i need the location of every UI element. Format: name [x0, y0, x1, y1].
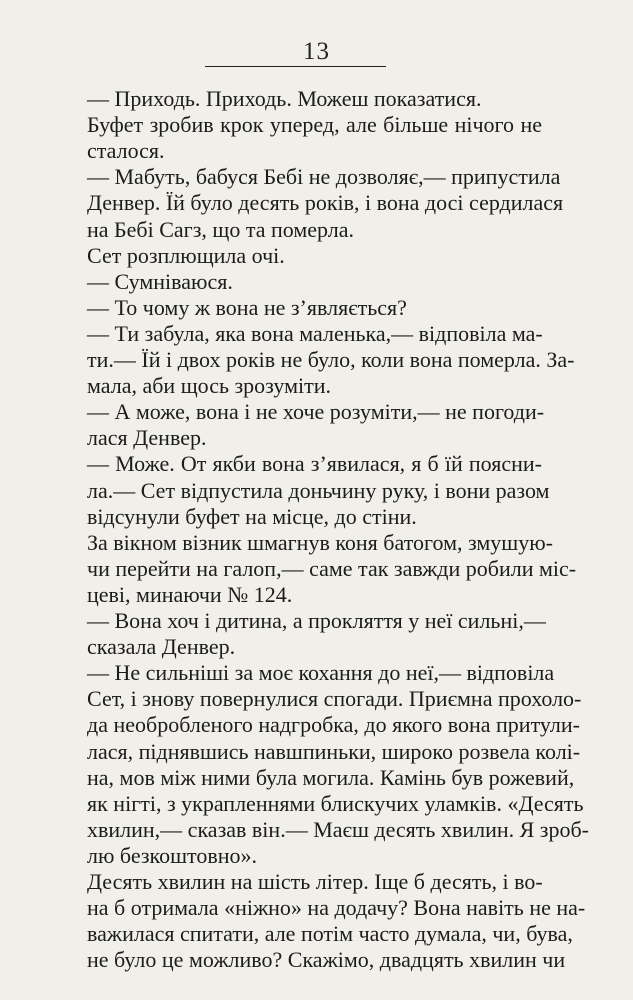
text-line: хвилин,— сказав він.— Маєш десять хвилин. Я зроб- — [87, 816, 590, 842]
text-line: на Бебі Сагз, що та померла. — [87, 216, 354, 242]
text-line: на б отримала «ніжно» на додачу? Вона навіть не на- — [87, 895, 586, 921]
text-line: Денвер. Їй було десять років, і вона досі сердилася — [87, 190, 564, 216]
text-line: чи перейти на галоп,— саме так завжди робили міс- — [87, 555, 577, 581]
page-text — [0, 86, 633, 1000]
text-line: — А може, вона і не хоче розуміти,— не погоди- — [87, 399, 545, 425]
text-line: не було це можливо? Скажімо, двадцять хвилин чи — [87, 947, 566, 973]
text-line: За вікном візник шмагнув коня батогом, змушую- — [87, 529, 553, 555]
text-line: — Мабуть, бабуся Бебі не дозволяє,— припустила — [87, 164, 561, 190]
text-line: лю безкоштовно». — [87, 842, 258, 868]
text-line: — Ти забула, яка вона маленька,— відповіла ма- — [87, 320, 543, 346]
text-line: Десять хвилин на шість літер. Іще б десять, і во- — [87, 869, 543, 894]
text-line: лася, піднявшись навшпиньки, широко розвела колі- — [87, 738, 581, 764]
text-line: ла.— Сет відпустила доньчину руку, і вони разом — [87, 477, 550, 503]
text-line: — Приходь. Приходь. Можеш показатися. — [87, 86, 482, 111]
text-line: важилася спитати, але потім часто думала, чи, бува, — [87, 921, 573, 947]
text-line: сказала Денвер. — [87, 634, 236, 660]
text-line: мала, аби щось зрозуміти. — [87, 373, 332, 399]
text-line: цеві, минаючи № 124. — [87, 581, 293, 607]
text-line: ти.— Їй і двох років не було, коли вона померла. За- — [87, 347, 575, 372]
header-rule — [205, 66, 386, 67]
text-line: — Може. От якби вона з’явилася, я б їй поясни- — [87, 451, 542, 477]
text-line: Сет розплющила очі. — [87, 242, 285, 268]
text-line: Сет, і знову повернулися спогади. Приємна прохоло- — [87, 686, 582, 712]
text-line: Буфет зробив крок уперед, але більше нічого не — [87, 112, 542, 138]
text-line: — Не сильніші за моє кохання до неї,— відповіла — [87, 660, 555, 686]
text-line: да необробленого надгробка, до якого вона притули- — [87, 712, 581, 738]
text-line: на, мов між ними була могила. Камінь був рожевий, — [87, 764, 575, 790]
text-line: — Сумніваюся. — [87, 268, 233, 294]
text-line: — То чому ж вона не з’являється? — [87, 294, 407, 320]
text-line: сталося. — [87, 138, 165, 164]
text-line: — Вона хоч і дитина, а прокляття у неї сильні,— — [87, 608, 546, 633]
text-line: відсунули буфет на місце, до стіни. — [87, 503, 417, 529]
page-number: 13 — [303, 38, 330, 65]
text-line: як нігті, з украпленнями блискучих уламків. «Десять — [87, 790, 584, 816]
text-line: лася Денвер. — [87, 425, 207, 451]
